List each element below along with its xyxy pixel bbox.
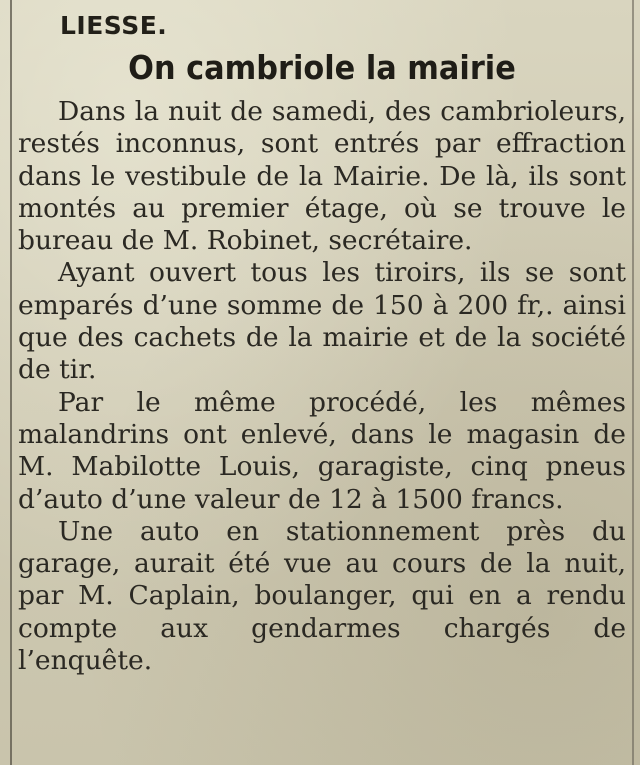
paragraph-3: Par le même procédé, les mêmes malandrins ont enlevé, dans le magasin de M. Mabilotte Louis, garagiste, cinq pneus d’auto d’une valeur de 12 à 1500 francs. xyxy=(18,386,626,515)
article xyxy=(18,8,626,677)
article-headline: On cambriole la mairie xyxy=(128,48,516,87)
paragraph-4: Une auto en stationnement près du garage, aurait été vue au cours de la nuit, par M. Caplain, boulanger, qui en a rendu compte aux gendarmes chargés de l’enquête. xyxy=(18,515,626,677)
section-heading: LIESSE. xyxy=(60,11,168,40)
paragraph-2: Ayant ouvert tous les tiroirs, ils se sont emparés d’une somme de 150 à 200 fr,. ainsi que des cachets de la mairie et de la société de tir. xyxy=(18,257,626,386)
paragraph-1: Dans la nuit de samedi, des cambrioleurs, restés inconnus, sont entrés par effraction dans le vestibule de la Mairie. De là, ils sont montés au premier étage, où se trouve le bureau de M. Robinet, secrétaire. xyxy=(18,96,626,257)
column-rule-right xyxy=(632,0,634,765)
column-rule-left xyxy=(10,0,12,765)
article-body xyxy=(18,96,626,677)
